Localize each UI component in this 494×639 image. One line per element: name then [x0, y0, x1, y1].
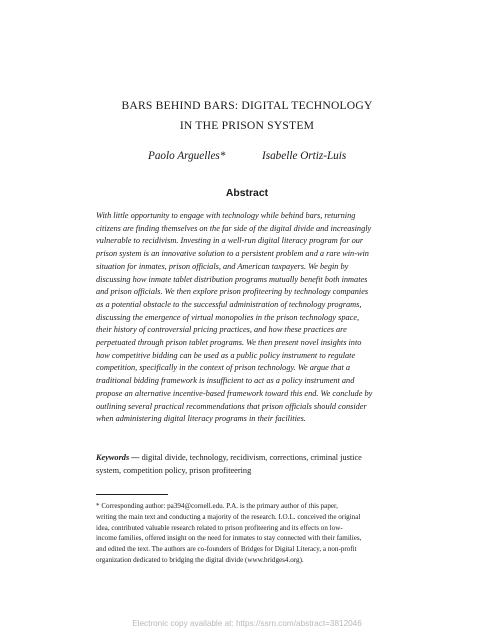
- abstract-line: perpetuated through prison tablet programs. We then present novel insights into: [96, 338, 362, 348]
- paper-title-line-1: BARS BEHIND BARS: DIGITAL TECHNOLOGY: [121, 99, 373, 112]
- keywords-text: digital divide, technology, recidivism, corrections, criminal justice: [139, 453, 362, 462]
- footnote-line: income families, offered insight on the need for inmates to stay connected with their families,: [96, 534, 362, 543]
- footnote-line: idea, contributed valuable research related to prison profiteering and its effects on low-: [96, 523, 343, 532]
- abstract-line: traditional bidding framework is insufficient to act as a policy instrument and: [96, 376, 355, 386]
- abstract-body: [96, 210, 396, 426]
- abstract-line: citizens are finding themselves on the far side of the digital divide and increasingly: [96, 223, 372, 233]
- abstract-line: their history of controversial pricing practices, and how these practices are: [96, 325, 347, 335]
- footnote-line: and edited the text. The authors are co-founders of Bridges for Digital Literacy, a non-profit: [96, 545, 357, 554]
- author-name: Isabelle Ortiz-Luis: [262, 150, 347, 162]
- abstract-line: discussing how inmate tablet distribution programs mutually benefit both inmates: [96, 274, 368, 284]
- abstract-line: and prison officials. We then explore prison profiteering by technology companies: [96, 287, 369, 297]
- abstract-line: competition, specifically in the context of prison technology. We argue that a: [96, 363, 351, 373]
- abstract-line: outlining several practical recommendations that prison officials should consider: [96, 401, 367, 411]
- abstract-heading: Abstract: [225, 188, 269, 199]
- abstract-line: propose an alternative incentive-based framework toward this end. We conclude by: [96, 388, 373, 398]
- ssrn-footer-link[interactable]: Electronic copy available at: https://ssrn.com/abstract=3812046: [132, 619, 362, 628]
- footnote-line: organization dedicated to bridging the digital divide (www.bridges4.org).: [96, 555, 304, 564]
- footnote: [96, 501, 396, 566]
- keywords-label: Keywords —: [96, 453, 140, 462]
- author-name: Paolo Arguelles*: [148, 150, 226, 162]
- abstract-line: With little opportunity to engage with technology while behind bars, returning: [96, 211, 356, 220]
- footnote-divider: [96, 494, 168, 495]
- footnote-line: writing the main text and conducting a majority of the research. I.O.L. conceived the original: [96, 512, 361, 521]
- paper-title: [0, 96, 494, 136]
- abstract-line: as a potential obstacle to the successful administration of technology programs,: [96, 299, 362, 309]
- paper-title-line-2: IN THE PRISON SYSTEM: [179, 119, 315, 132]
- keywords-line-2: system, competition policy, prison profiteering: [96, 465, 252, 475]
- footnote-line: * Corresponding author: pa394@cornell.edu. P.A. is the primary author of this paper,: [96, 502, 338, 510]
- abstract-line: situation for inmates, prison officials, and American taxpayers. We begin by: [96, 261, 349, 271]
- keywords-line-1: [96, 452, 396, 465]
- abstract-line: discussing the emergence of virtual monopolies in the prison technology space,: [96, 312, 360, 322]
- abstract-line: how competitive bidding can be used as a public policy instrument to regulate: [96, 350, 356, 360]
- abstract-line: vulnerable to recidivism. Investing in a well-run digital literacy program for our: [96, 236, 364, 246]
- abstract-line: when administering digital literacy programs in their facilities.: [96, 414, 306, 424]
- abstract-line: prison system is an innovative solution to a persistent problem and a rare win-win: [96, 249, 369, 259]
- keywords: [96, 452, 396, 477]
